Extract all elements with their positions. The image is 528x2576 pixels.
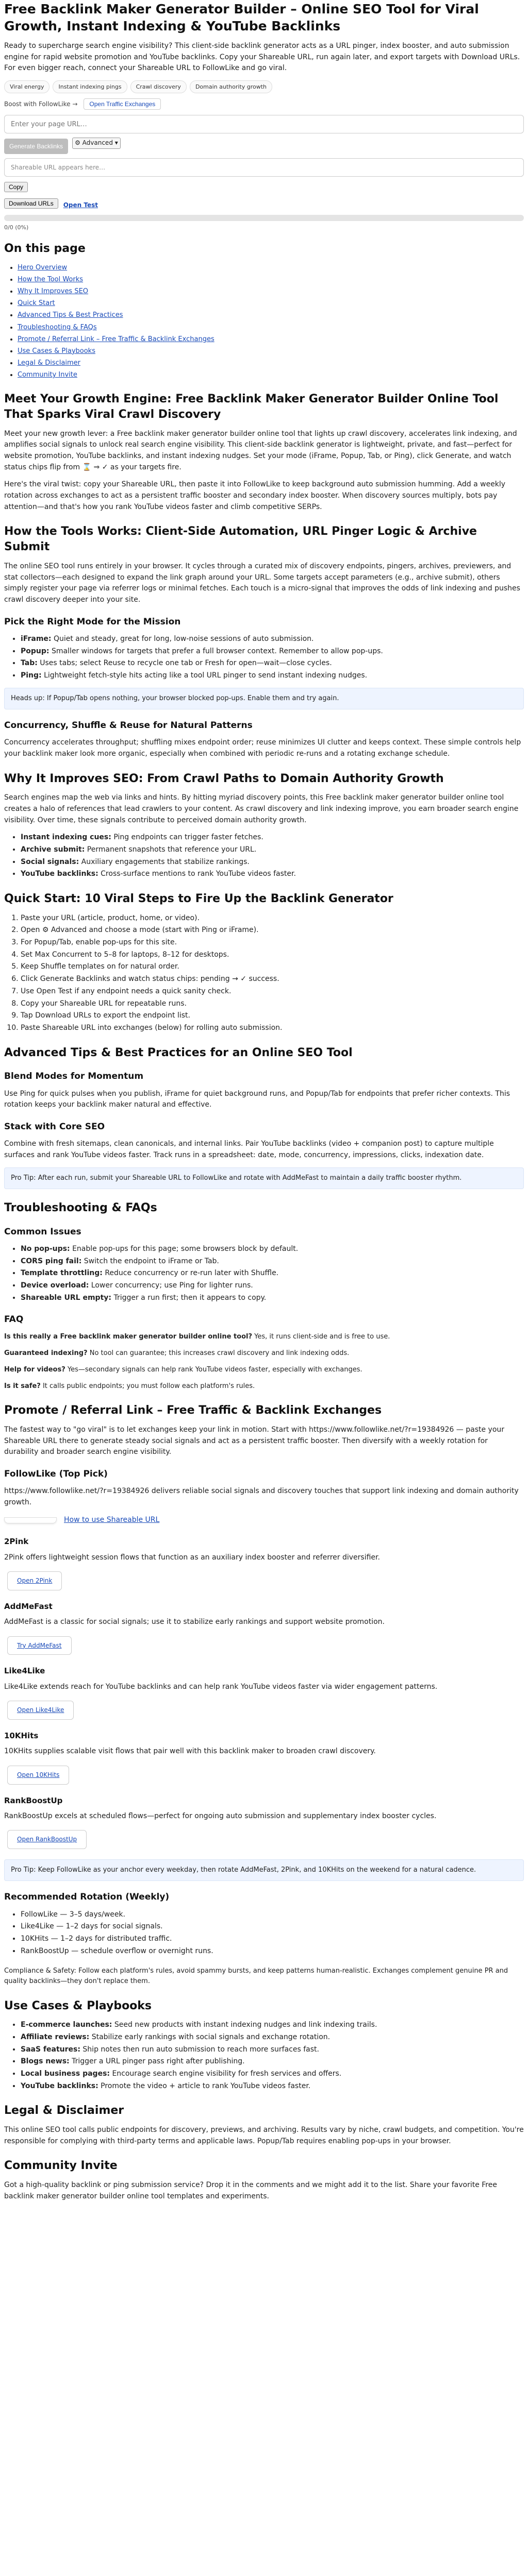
list-item: 1. Paste your URL (article, product, home, or video).: [21, 913, 524, 924]
partner-rankboostup: [4, 1795, 524, 1850]
toc-link-promote[interactable]: Promote / Referral Link – Free Traffic & Backlink Exchanges: [18, 335, 214, 343]
list-item: • Shareable URL empty: Trigger a run first; then it appears to copy.: [21, 1293, 524, 1304]
advanced-section: [4, 1045, 524, 1189]
list-item: 8. Copy your Shareable URL for repeatable runs.: [21, 998, 524, 1010]
open-10khits-button[interactable]: Open 10KHits: [7, 1766, 69, 1785]
concurrency-paragraph: Concurrency accelerates throughput; shuffling mixes endpoint order; reuse minimizes UI clutter and keeps context. These simple controls help your backlink maker look more organic, especially when combined with periodic re-runs and a rotating exchange schedule.: [4, 738, 521, 758]
list-item: 9. Tap Download URLs to export the endpoint list.: [21, 1010, 524, 1022]
open-like4like-button[interactable]: Open Like4Like: [7, 1701, 74, 1720]
community-heading: Community Invite: [4, 2159, 118, 2173]
why-heading: Why It Improves SEO: From Crawl Paths to Domain Authority Growth: [4, 772, 444, 785]
chip-domain-authority: Domain authority growth: [190, 80, 272, 93]
partner-desc: 10KHits supplies scalable visit flows that pair well with this backlink maker to broaden crawl discovery.: [4, 1747, 376, 1756]
partner-addmefast: [4, 1601, 524, 1655]
legal-heading: Legal & Disclaimer: [4, 2104, 124, 2117]
toc-link-advanced[interactable]: Advanced Tips & Best Practices: [18, 311, 123, 319]
page-title: Free Backlink Maker Generator Builder – Online SEO Tool for Viral Growth, Instant Indexing & YouTube Backlinks: [4, 2, 479, 33]
download-urls-button[interactable]: Download URLs: [4, 198, 58, 209]
promote-heading: Promote / Referral Link – Free Traffic & Backlink Exchanges: [4, 1404, 382, 1417]
partner-followlike: [4, 1467, 524, 1526]
troubleshooting-section: [4, 1200, 524, 1392]
toc-link-legal[interactable]: Legal & Disclaimer: [18, 359, 80, 367]
list-item: 3. For Popup/Tab, enable pop-ups for this site.: [21, 937, 524, 948]
modes-heading: Pick the Right Mode for the Mission: [4, 616, 181, 627]
partner-name: Like4Like: [4, 1666, 45, 1676]
list-item: • Tab: Uses tabs; select Reuse to recycle one tab or Fresh for open—wait—close cycles.: [21, 658, 524, 669]
compliance-note: Compliance & Safety: Follow each platform's rules, avoid spammy bursts, and keep patterns human-realistic. Exchanges complement genuine PR and quality backlinks—they don't replace them.: [4, 1967, 508, 1986]
partner-name: 10KHits: [4, 1731, 39, 1740]
promote-paragraph: The fastest way to "go viral" is to let exchanges keep your link in motion. Start with https://www.followlike.net/?r=19384926 — paste your Shareable URL there to generate steady social signals and act as a persistent traffic booster. Then diversify with a weekly rotation for durability and broader search engine visibility.: [4, 1425, 505, 1456]
partner-10khits: [4, 1730, 524, 1785]
decorative-tab: [4, 1517, 57, 1523]
how-heading: How the Tools Works: Client-Side Automation, URL Pinger Logic & Archive Submit: [4, 525, 477, 554]
blend-heading: Blend Modes for Momentum: [4, 1071, 144, 1082]
hero-heading: Meet Your Growth Engine: Free Backlink Maker Generator Builder Online Tool That Sparks Viral Crawl Discovery: [4, 393, 499, 421]
partner-2pink: [4, 1536, 524, 1590]
partner-like4like: [4, 1665, 524, 1720]
stack-heading: Stack with Core SEO: [4, 1121, 105, 1132]
list-item: • YouTube backlinks: Promote the video + article to rank YouTube videos faster.: [21, 2081, 524, 2092]
advanced-heading: Advanced Tips & Best Practices for an Online SEO Tool: [4, 1046, 353, 1059]
list-item: • FollowLike — 3–5 days/week.: [21, 1909, 524, 1921]
list-item: • Popup: Smaller windows for targets that prefer a full browser context. Remember to allow pop-ups.: [21, 646, 524, 657]
partner-desc: RankBoostUp excels at scheduled flows—perfect for ongoing auto submission and supplementary index booster cycles.: [4, 1811, 437, 1820]
list-item: • Local business pages: Encourage search engine visibility for fresh services and offers.: [21, 2069, 524, 2080]
use-cases-list: [4, 2020, 524, 2092]
faq-item: Is it safe? It calls public endpoints; you must follow each platform's rules.: [4, 1382, 255, 1391]
list-item: • E-commerce launches: Seed new products with instant indexing nudges and link indexing trails.: [21, 2020, 524, 2031]
list-item: 7. Use Open Test if any endpoint needs a quick sanity check.: [21, 986, 524, 997]
table-of-contents: [4, 241, 524, 380]
use-cases-section: [4, 1998, 524, 2092]
followlike-paragraph: https://www.followlike.net/?r=19384926 delivers reliable social signals and discovery touches that support link indexing and domain authority growth.: [4, 1487, 519, 1506]
partner-desc: Like4Like extends reach for YouTube backlinks and can help rank YouTube videos faster via wider engagement patterns.: [4, 1682, 438, 1691]
list-item: 4. Set Max Concurrent to 5–8 for laptops, 8–12 for desktops.: [21, 950, 524, 961]
how-section: [4, 524, 524, 759]
rotation-protip-callout: Pro Tip: Keep FollowLike as your anchor every weekday, then rotate AddMeFast, 2Pink, and 10KHits on the weekend for a natural cadence.: [4, 1859, 524, 1881]
quick-start-heading: Quick Start: 10 Viral Steps to Fire Up the Backlink Generator: [4, 892, 393, 906]
toc-link-why[interactable]: Why It Improves SEO: [18, 287, 89, 296]
list-item: • Ping: Lightweight fetch-style hits acting like a tool URL pinger to send instant indexing nudges.: [21, 670, 524, 682]
list-item: • Social signals: Auxiliary engagements that stabilize rankings.: [21, 857, 524, 868]
open-traffic-exchanges-button[interactable]: Open Traffic Exchanges: [84, 98, 161, 110]
list-item: • CORS ping fail: Switch the endpoint to iFrame or Tab.: [21, 1256, 524, 1267]
chip-instant-indexing: Instant indexing pings: [53, 80, 127, 93]
list-item: • YouTube backlinks: Cross-surface mentions to rank YouTube videos faster.: [21, 869, 524, 880]
use-cases-heading: Use Cases & Playbooks: [4, 1999, 152, 2012]
list-item: • Affiliate reviews: Stabilize early rankings with social signals and exchange rotation.: [21, 2032, 524, 2043]
faq-item: Is this really a Free backlink maker generator builder online tool? Yes, it runs client-side and is free to use.: [4, 1332, 390, 1341]
quick-start-section: [4, 891, 524, 1034]
blend-paragraph: Use Ping for quick pulses when you publish, iFrame for quiet background runs, and Popup/Tab for endpoints that prefer richer contexts. This rotation keeps your backlink maker natural and effective.: [4, 1089, 510, 1109]
legal-paragraph: This online SEO tool calls public endpoints for discovery, previews, and archiving. Results vary by niche, crawl budgets, and competition. You're responsible for complying with third-party terms and applicable laws. Popup/Tab requires enabling pop-ups in your browser.: [4, 2126, 524, 2145]
feature-chips: [4, 80, 524, 93]
mode-select-value: Advanced: [82, 139, 113, 147]
chip-crawl-discovery: Crawl discovery: [130, 80, 187, 93]
stack-paragraph: Combine with fresh sitemaps, clean canonicals, and internal links. Pair YouTube backlinks (video + companion post) to capture multiple surfaces and rank YouTube videos faster. Track runs in a spreadsheet: date, mode, concurrency, impressions, clicks, indexation date.: [4, 1140, 494, 1160]
page-url-input[interactable]: [4, 115, 524, 133]
promote-section: [4, 1403, 524, 1987]
modes-list: [4, 634, 524, 682]
partner-name: RankBoostUp: [4, 1795, 63, 1805]
concurrency-heading: Concurrency, Shuffle & Reuse for Natural Patterns: [4, 720, 253, 731]
toc-link-how[interactable]: How the Tool Works: [18, 275, 84, 283]
community-section: [4, 2158, 524, 2202]
intro-paragraph: Ready to supercharge search engine visibility? This client-side backlink generator acts as a URL pinger, index booster, and auto submission engine for rapid website promotion and YouTube backlinks. Copy your Shareable URL, run again later, and export targets with Download URLs. For even bigger reach, connect your Shareable URL to FollowLike and go viral.: [4, 42, 520, 73]
troubleshooting-heading: Troubleshooting & FAQs: [4, 1201, 157, 1214]
why-section: [4, 771, 524, 880]
how-paragraph: The online SEO tool runs entirely in your browser. It cycles through a curated mix of discovery endpoints, pingers, archives, previewers, and stat collectors—each designed to expand the link graph around your URL. Some targets accept parameters (e.g., archive submit), others simply register your page via referrer logs or minimal fetches. Each touch is a micro-signal that improves the odds of link indexing and pushes crawl discovery deeper into your site.: [4, 562, 520, 604]
rotation-heading: Recommended Rotation (Weekly): [4, 1892, 170, 1903]
issues-list: [4, 1244, 524, 1303]
list-item: • iFrame: Quiet and steady, great for long, low-noise sessions of auto submission.: [21, 634, 524, 645]
followlike-heading: FollowLike (Top Pick): [4, 1468, 108, 1479]
list-item: • Like4Like — 1–2 days for social signals.: [21, 1921, 524, 1933]
toc-link-use-cases[interactable]: Use Cases & Playbooks: [18, 347, 95, 355]
list-item: • Template throttling: Reduce concurrency or re-run later with Shuffle.: [21, 1268, 524, 1279]
faq-item: Help for videos? Yes—secondary signals can help rank YouTube videos faster, especially with exchanges.: [4, 1365, 362, 1374]
list-item: 5. Keep Shuffle templates on for natural order.: [21, 961, 524, 973]
generate-row: [4, 138, 524, 154]
generate-backlinks-button[interactable]: Generate Backlinks: [4, 139, 68, 154]
how-to-use-shareable-url-link[interactable]: How to use Shareable URL: [64, 1515, 160, 1524]
chip-viral-energy: Viral energy: [4, 80, 50, 93]
community-paragraph: Got a high-quality backlink or ping submission service? Drop it in the comments and we might add it to the list. Share your favorite Free backlink maker generator builder online tool templates and experiments.: [4, 2181, 497, 2200]
list-item: 10. Paste Shareable URL into exchanges (below) for rolling auto submission.: [21, 1023, 524, 1034]
partner-name: AddMeFast: [4, 1601, 53, 1611]
toc-heading: On this page: [4, 242, 86, 256]
quick-start-steps: [4, 913, 524, 1034]
list-item: • 10KHits — 1–2 days for distributed traffic.: [21, 1934, 524, 1945]
list-item: • Blogs news: Trigger a URL pinger pass right after publishing.: [21, 2056, 524, 2067]
try-addmefast-button[interactable]: Try AddMeFast: [7, 1636, 72, 1655]
common-issues-heading: Common Issues: [4, 1226, 81, 1237]
legal-section: [4, 2103, 524, 2147]
hero-paragraph-2: Here's the viral twist: copy your Shareable URL, then paste it into FollowLike to keep background auto submission humming. Add a weekly rotation across exchanges to act as a persistent traffic booster and secondary index booster. When discovery sources multiply, bots pay attention—and that's how you rank YouTube videos faster and climb competitive SERPs.: [4, 480, 506, 511]
toc-link-quick-start[interactable]: Quick Start: [18, 299, 55, 308]
hero-paragraph-1: Meet your new growth lever: a Free backlink maker generator builder online tool that lights up crawl discovery, accelerates link indexing, and amplifies social signals to unlock real search engine visibility. This client-side backlink generator is lightweight, private, and fast—perfect for website promotion, YouTube backlinks, and instant indexing nudges. Set your mode (iFrame, Popup, Tab, or Ping), click Generate, and watch status chips flip from ⌛ ⇒ ✓ as your targets fire.: [4, 429, 517, 471]
open-2pink-button[interactable]: Open 2Pink: [7, 1571, 62, 1590]
why-list: [4, 832, 524, 880]
list-item: 6. Click Generate Backlinks and watch status chips: pending → ✓ success.: [21, 974, 524, 985]
list-item: 2. Open ⚙ Advanced and choose a mode (start with Ping or iFrame).: [21, 925, 524, 936]
partner-name: 2Pink: [4, 1537, 29, 1547]
boost-label: Boost with FollowLike →: [4, 100, 78, 108]
partner-desc: 2Pink offers lightweight session flows that function as an auxiliary index booster and referrer diversifier.: [4, 1553, 380, 1562]
copy-button[interactable]: Copy: [4, 182, 28, 192]
list-item: • SaaS features: Ship notes then run auto submission to reach more surfaces fast.: [21, 2044, 524, 2056]
list-item: • RankBoostUp — schedule overflow or overnight runs.: [21, 1946, 524, 1957]
open-test-link[interactable]: Open Test: [63, 201, 98, 209]
list-item: • Archive submit: Permanent snapshots that reference your URL.: [21, 844, 524, 856]
progress-bar: [4, 215, 524, 221]
why-paragraph: Search engines map the web via links and hints. By hitting myriad discovery points, this Free backlink maker generator builder online tool creates a halo of references that lead crawlers to your content. As crawl discovery and link indexing improve, you earn broader search engine visibility. Over time, these signals contribute to perceived domain authority growth.: [4, 793, 519, 824]
toc-link-community[interactable]: Community Invite: [18, 371, 77, 379]
list-item: • Instant indexing cues: Ping endpoints can trigger faster fetches.: [21, 832, 524, 843]
headsup-callout: Heads up: If Popup/Tab opens nothing, your browser blocked pop-ups. Enable them and try again.: [4, 688, 524, 709]
list-item: • Device overload: Lower concurrency; use Ping for lighter runs.: [21, 1280, 524, 1292]
download-row: [4, 198, 524, 212]
chevron-down-icon: ▾: [114, 139, 118, 147]
faq-item: Guaranteed indexing? No tool can guarantee; this increases crawl discovery and link indexing odds.: [4, 1349, 350, 1357]
mode-select[interactable]: [72, 138, 121, 149]
boost-row: [4, 98, 524, 110]
hero-section: [4, 392, 524, 513]
rotation-list: [4, 1909, 524, 1957]
toc-link-hero[interactable]: Hero Overview: [18, 263, 68, 272]
gear-icon: ⚙: [75, 139, 80, 147]
toc-link-troubleshooting[interactable]: Troubleshooting & FAQs: [18, 323, 97, 331]
partner-desc: AddMeFast is a classic for social signals; use it to stabilize early rankings and support website promotion.: [4, 1618, 385, 1626]
progress-label: 0/0 (0%): [4, 224, 29, 231]
shareable-url-output[interactable]: Shareable URL appears here…: [4, 158, 524, 177]
list-item: • No pop-ups: Enable pop-ups for this page; some browsers block by default.: [21, 1244, 524, 1255]
faq-heading: FAQ: [4, 1314, 24, 1325]
protip-callout: Pro Tip: After each run, submit your Shareable URL to FollowLike and rotate with AddMeFast to maintain a daily traffic booster rhythm.: [4, 1167, 524, 1189]
open-rankboostup-button[interactable]: Open RankBoostUp: [7, 1830, 87, 1849]
